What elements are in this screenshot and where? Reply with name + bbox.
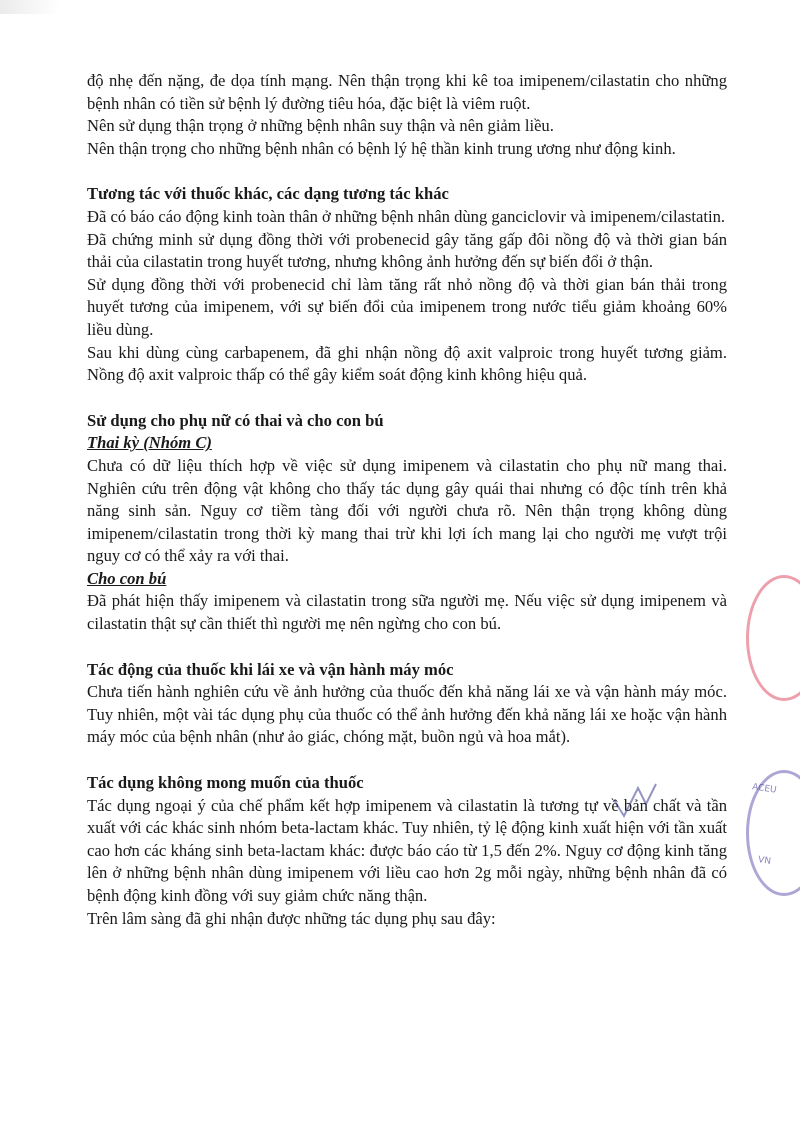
paragraph-interaction-4: Sau khi dùng cùng carbapenem, đã ghi nhận nồng độ axit valproic trong huyết tương giảm. Nồng độ axit valproic thấp có thể gây kiểm soát động kinh không hiệu quả. — [87, 342, 727, 385]
paragraph-interaction-1: Đã có báo cáo động kinh toàn thân ở những bệnh nhân dùng ganciclovir và imipenem/cilastatin. — [87, 206, 726, 226]
red-stamp-fragment — [746, 575, 800, 701]
paragraph-intro: độ nhẹ đến nặng, đe dọa tính mạng. Nên thận trọng khi kê toa imipenem/cilastatin cho những bệnh nhân có tiền sử bệnh lý đường tiêu hóa, đặc biệt là viêm ruột. — [87, 71, 727, 113]
paragraph-breastfeeding: Đã phát hiện thấy imipenem và cilastatin trong sữa người mẹ. Nếu việc sử dụng imipenem và cilastatin thật sự cần thiết thì người mẹ nên ngừng cho con bú. — [87, 591, 727, 634]
paragraph-adverse-1: Tác dụng ngoại ý của chế phẩm kết hợp imipenem và cilastatin là tương tự về bản chất và tần xuất với các khác sinh nhóm beta-lactam khác. Tuy nhiên, tỷ lệ động kinh xuất hiện với tần xuất cao hơn các kháng sinh beta-lactam khác: được báo cáo từ 1,5 đến 2%. Nguy cơ động kinh tăng lên ở những bệnh nhân dùng imipenem với liều cao hơn 2g mỗi ngày, những bệnh nhân đã có bệnh động kinh đồng với suy giảm chức năng thận. — [87, 795, 727, 905]
paragraph-interaction-2: Đã chứng minh sử dụng đồng thời với probenecid gây tăng gấp đôi nồng độ và thời gian bán thải của cilastatin trong huyết tương, nhưng không ảnh hưởng đến sự biến đổi ở thận. — [87, 229, 727, 272]
paragraph-interaction-3: Sử dụng đồng thời với probenecid chỉ làm tăng rất nhỏ nồng độ và thời gian bán thải trong huyết tương của imipenem, với sự biến đổi của imipenem trong nước tiểu giảm khoảng 60% liều dùng. — [87, 274, 727, 339]
subheading-breastfeeding: Cho con bú — [87, 568, 167, 588]
paragraph-driving: Chưa tiến hành nghiên cứu về ảnh hưởng của thuốc đến khả năng lái xe và vận hành máy móc. Tuy nhiên, một vài tác dụng phụ của thuốc có thể ảnh hưởng đến khả năng lái xe hoặc vận hành máy móc của bệnh nhân (như ảo giác, chóng mặt, buồn ngủ và hoa mắt). — [87, 682, 727, 747]
blue-stamp-lettering-top: ACEU — [751, 782, 778, 796]
paragraph-adverse-2: Trên lâm sàng đã ghi nhận được những tác dụng phụ sau đây: — [87, 908, 496, 928]
scan-edge-mark — [0, 0, 60, 14]
paragraph-cns: Nên thận trọng cho những bệnh nhân có bệnh lý hệ thần kinh trung ương như động kinh. — [87, 138, 676, 158]
heading-interactions: Tương tác với thuốc khác, các dạng tương tác khác — [87, 184, 449, 204]
heading-driving: Tác động của thuốc khi lái xe và vận hành máy móc — [87, 659, 454, 679]
paragraph-pregnancy: Chưa có dữ liệu thích hợp về việc sử dụng imipenem và cilastatin cho phụ nữ mang thai. Nghiên cứu trên động vật không cho thấy tác dụng gây quái thai nhưng có độc tính trên khả năng sinh sản. Nguy cơ tiềm tàng đối với người chưa rõ. Nên thận trọng không dùng imipenem/cilastatin trong thời kỳ mang thai trừ khi lợi ích mang lại cho người mẹ vượt trội nguy cơ có thể xảy ra với thai. — [87, 455, 727, 566]
heading-pregnancy: Sử dụng cho phụ nữ có thai và cho con bú — [87, 410, 384, 430]
heading-adverse-effects: Tác dụng không mong muốn của thuốc — [87, 773, 364, 793]
subheading-pregnancy-category: Thai kỳ (Nhóm C) — [87, 433, 212, 453]
paragraph-renal: Nên sử dụng thận trọng ở những bệnh nhân suy thận và nên giảm liều. — [87, 116, 554, 136]
blue-stamp-lettering-bottom: VN — [757, 855, 772, 867]
signature-scribble — [612, 782, 662, 822]
